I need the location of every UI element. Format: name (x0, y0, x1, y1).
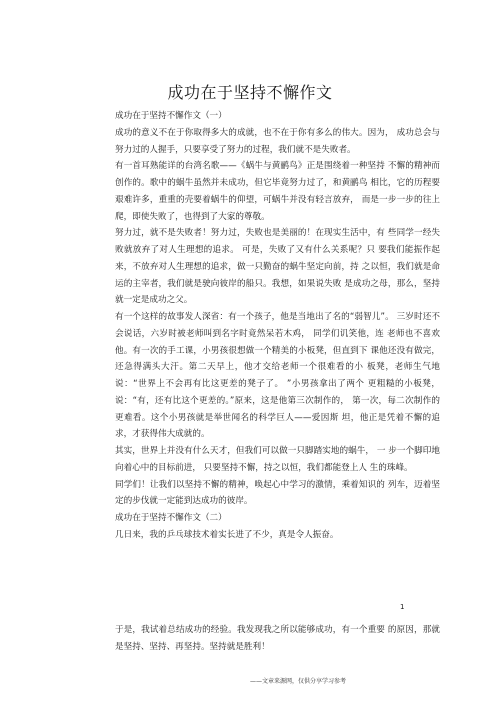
paragraph: 其实，世界上并没有什么天才，但我们可以做一只脚踏实地的蜗牛， 一 步一个脚印地向着心中的目标前进， 只要坚持不懈，持之以恒，我们都能登上人 生的珠峰。 (115, 446, 440, 473)
footer-note: ——文章来源网，仅供分享学习参考 (250, 678, 347, 685)
paragraph: 成功的意义不在于你取得多大的成就，也不在于你有多么的伟大。因为， 成功总会与努力过的人握手，只要享受了努力的过程，我们就不是失败者。 (115, 127, 440, 155)
document-title: 成功在于坚持不懈作文 (167, 83, 333, 102)
paragraph: 几日来，我的乒乓球技术着实长进了不少，真是令人振奋。 (115, 529, 339, 540)
section-heading-1: 成功在于坚持不懈作文（一） (115, 111, 227, 121)
paragraph: 于是，我试着总结成功的经验。我发现我之所以能够成功，有一个重要 的原因，那就是坚持、坚持、再坚持。坚持就是胜利！ (115, 625, 440, 652)
paragraph: 有一个这样的故事发人深省：有一个孩子，他是当地出了名的“弱智儿”。 三岁时还不会说话，六岁时被老师叫到名字时竟然呆若木鸡， 同学们讥笑他，连 老师也不喜欢他。有一次的手工课，小男孩很想做一个精美的小板凳，但直到下 课他还没有做完，还急得满头大汗。第二天早上，他才交给老师一个很难看的小 板凳，老师生气地说：“世界上不会再有比这更差的凳子了。 ”小男孩拿出了两个 更粗糙的小板凳，说：“有，还有比这个更差的。”原来，这是他第三次制作的， 第一次，每二次制作的更难看。这个小男孩就是举世闻名的科学巨人——爱因斯 坦，他正是凭着不懈的追求，才获得伟大成就的。 (115, 312, 440, 440)
document-body-continued (115, 622, 440, 656)
page-number: 1 (400, 603, 405, 611)
section-heading-2: 成功在于坚持不懈作文（二） (115, 513, 227, 523)
paragraph: 同学们！让我们以坚持不懈的精神，唤起心中学习的激情，乘着知识的 列车，迈着坚定的步伐就一定能到达成功的彼岸。 (115, 479, 440, 507)
document-body (115, 108, 440, 544)
paragraph: 努力过，就不是失败者！努力过，失败也是美丽的！在现实生活中，有 些同学一经失败就放弃了对人生理想的追求。 可是，失败了又有什么关系呢？只 要我们能振作起来，不放弃对人生理想的追求，做一只勤奋的蜗牛坚定向前，持 之以恒，我们就是命运的主宰者，我们就是驶向彼岸的船只。我想，如果说失败 是成功之母，那么，坚持就一定是成功之父。 (115, 228, 440, 306)
paragraph: 有一首耳熟能详的台湾名歌——《蜗牛与黄鹂鸟》正是围绕着一种坚持 不懈的精神而创作的。歌中的蜗牛虽然并未成功，但它毕竟努力过了，和黄鹂鸟 相比，它的历程要艰难许多，重重的壳要着蜗牛的仰望，可蜗牛并没有轻言放弃， 而是一步一步的往上爬，即使失败了，也得到了大家的尊敬。 (115, 161, 440, 222)
